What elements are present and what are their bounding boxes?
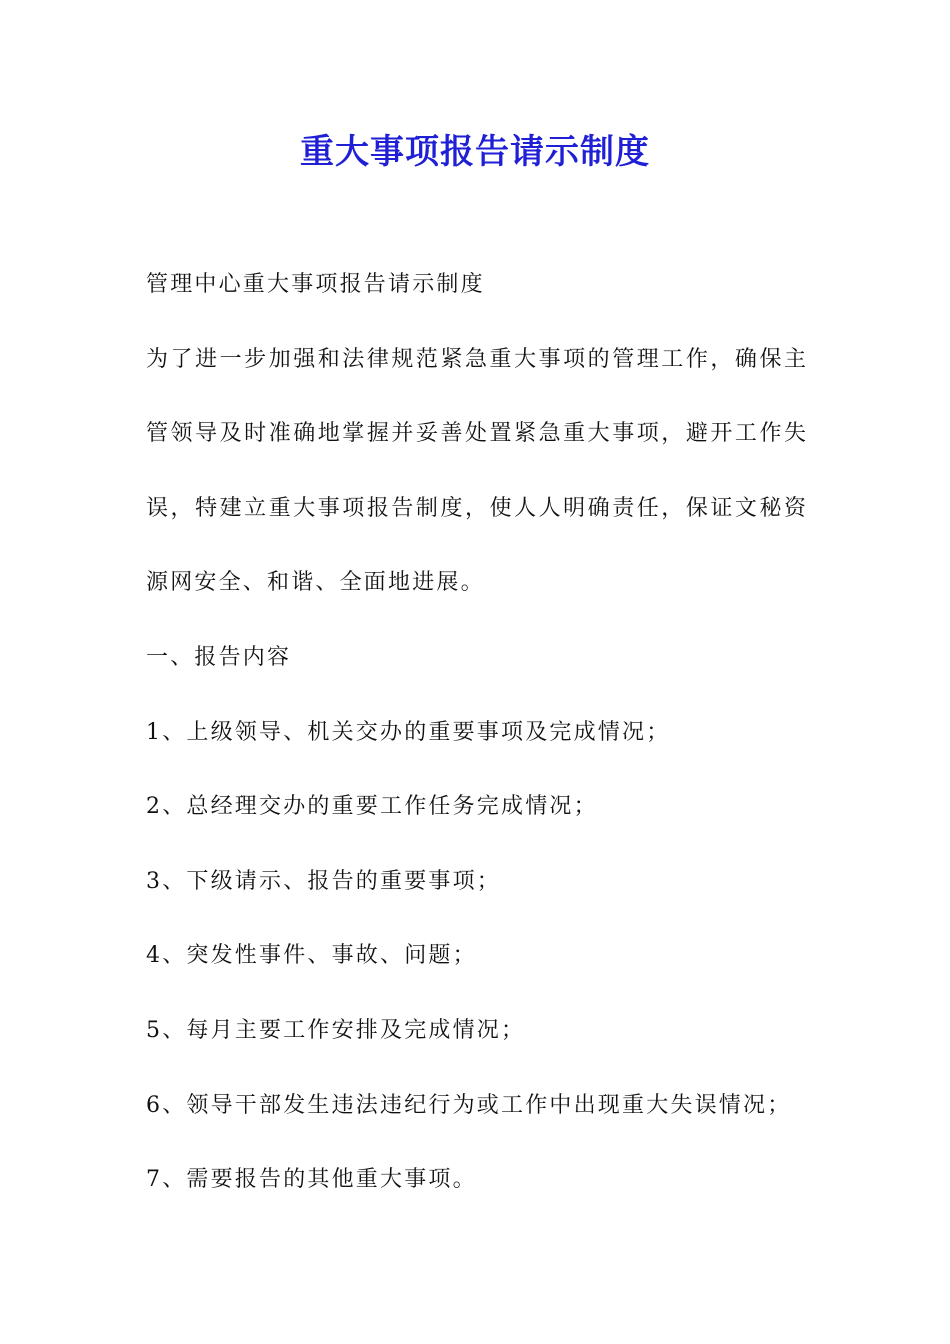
list-item: 7、需要报告的其他重大事项。 (146, 1167, 477, 1193)
intro-line: 管领导及时准确地掌握并妥善处置紧急重大事项，避开工作失 (146, 421, 806, 447)
list-item: 4、突发性事件、事故、问题； (146, 943, 477, 969)
list-item: 6、领导干部发生违法违纪行为或工作中出现重大失误情况； (146, 1092, 792, 1118)
list-item: 1、上级领导、机关交办的重要事项及完成情况； (146, 719, 671, 745)
list-item: 5、每月主要工作安排及完成情况； (146, 1017, 526, 1043)
section-heading: 一、报告内容 (146, 644, 292, 670)
intro-line: 误，特建立重大事项报告制度，使人人明确责任，保证文秘资 (146, 495, 806, 521)
document-subtitle: 管理中心重大事项报告请示制度 (146, 272, 485, 297)
intro-line: 源网安全、和谐、全面地进展。 (146, 570, 485, 596)
document-body (146, 259, 806, 1229)
intro-line: 为了进一步加强和法律规范紧急重大事项的管理工作，确保主 (146, 346, 806, 372)
document-title: 重大事项报告请示制度 (300, 132, 650, 172)
list-item: 3、下级请示、报告的重要事项； (146, 868, 501, 894)
list-item: 2、总经理交办的重要工作任务完成情况； (146, 794, 598, 820)
